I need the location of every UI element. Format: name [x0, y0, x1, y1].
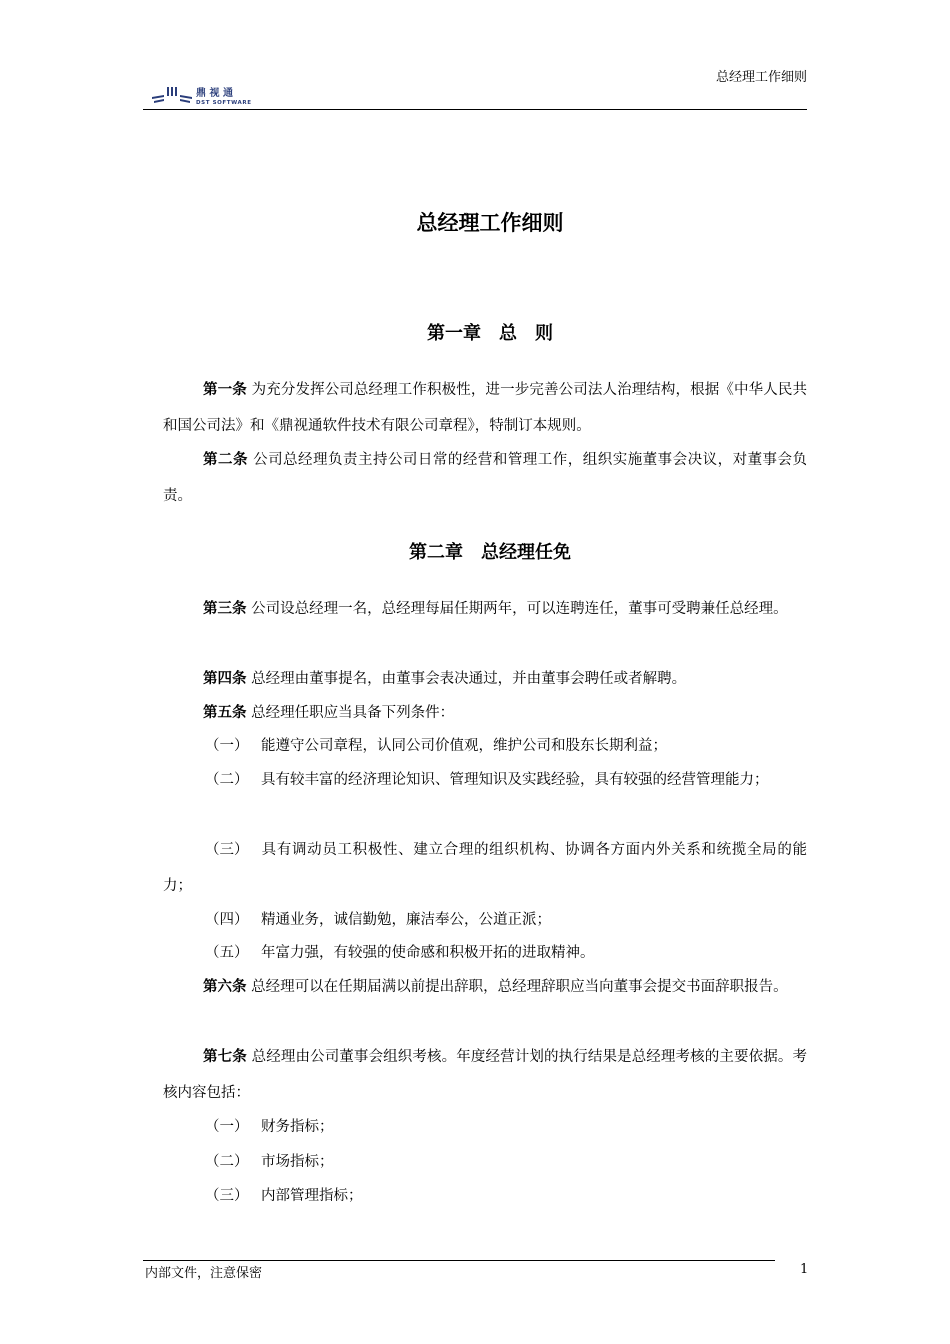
list-item [163, 1109, 807, 1145]
article-text: 公司总经理负责主持公司日常的经营和管理工作，组织实施董事会决议，对董事会负责。 [163, 452, 808, 504]
list-item-number: （二） [205, 1154, 249, 1170]
article-label: 第一条 [203, 382, 247, 398]
list-item-text: 内部管理指标； [261, 1188, 363, 1204]
company-logo [150, 86, 286, 106]
list-item-text: 具有较丰富的经济理论知识、管理知识及实践经验，具有较强的经营管理能力； [261, 772, 769, 788]
list-item-text: 市场指标； [261, 1154, 334, 1170]
footer-note: 内部文件，注意保密 [145, 1266, 263, 1281]
article-label: 第四条 [203, 671, 247, 687]
article-text: 总经理由董事提名，由董事会表决通过，并由董事会聘任或者解聘。 [251, 671, 687, 687]
article-label: 第七条 [203, 1049, 247, 1065]
article-5 [163, 695, 807, 731]
article-text: 总经理由公司董事会组织考核。年度经营计划的执行结果是总经理考核的主要依据。考核内容包括： [163, 1049, 808, 1101]
list-item-number: （二） [205, 772, 249, 788]
article-1 [163, 372, 807, 444]
article-4 [163, 661, 807, 697]
article-7 [163, 1039, 807, 1111]
article-label: 第五条 [203, 705, 247, 721]
article-2 [163, 442, 807, 514]
list-item [163, 762, 807, 798]
list-item [163, 832, 807, 904]
list-item-text: 具有调动员工积极性、建立合理的组织机构、协调各方面内外关系和统揽全局的能力； [163, 842, 807, 894]
article-label: 第二条 [203, 452, 248, 468]
list-item-number: （三） [205, 1188, 249, 1204]
article-label: 第六条 [203, 979, 247, 995]
list-item-number: （一） [205, 738, 249, 754]
list-item-text: 财务指标； [261, 1119, 334, 1135]
list-item [163, 935, 807, 971]
header-title: 总经理工作细则 [715, 70, 807, 85]
chapter-1-heading: 第一章 总 则 [427, 323, 553, 344]
article-text: 为充分发挥公司总经理工作积极性，进一步完善公司法人治理结构，根据《中华人民共和国公司法》和《鼎视通软件技术有限公司章程》，特制订本规则。 [163, 382, 808, 434]
list-item-number: （一） [205, 1119, 249, 1135]
list-item [163, 1178, 807, 1214]
list-item-number: （三） [205, 842, 249, 858]
article-text: 公司设总经理一名，总经理每届任期两年，可以连聘连任，董事可受聘兼任总经理。 [251, 601, 788, 617]
article-6 [163, 969, 807, 1005]
document-title: 总经理工作细则 [416, 211, 564, 235]
list-item [163, 902, 807, 938]
svg-text:DST SOFTWARE: DST SOFTWARE [196, 100, 252, 106]
svg-text:鼎 视 通: 鼎 视 通 [196, 88, 233, 99]
article-label: 第三条 [203, 601, 247, 617]
page-number: 1 [800, 1262, 809, 1277]
list-item [163, 1144, 807, 1180]
list-item-number: （四） [205, 912, 249, 928]
article-3 [163, 591, 807, 627]
footer-rule [143, 1260, 775, 1261]
article-text: 总经理可以在任期届满以前提出辞职，总经理辞职应当向董事会提交书面辞职报告。 [251, 979, 788, 995]
header-rule [143, 109, 807, 110]
list-item-text: 年富力强，有较强的使命感和积极开拓的进取精神。 [261, 945, 595, 961]
chapter-2-heading: 第二章 总经理任免 [409, 542, 571, 563]
list-item [163, 728, 807, 764]
list-item-text: 能遵守公司章程，认同公司价值观，维护公司和股东长期利益； [261, 738, 667, 754]
list-item-number: （五） [205, 945, 249, 961]
article-text: 总经理任职应当具备下列条件： [251, 705, 455, 721]
list-item-text: 精通业务，诚信勤勉，廉洁奉公，公道正派； [261, 912, 551, 928]
